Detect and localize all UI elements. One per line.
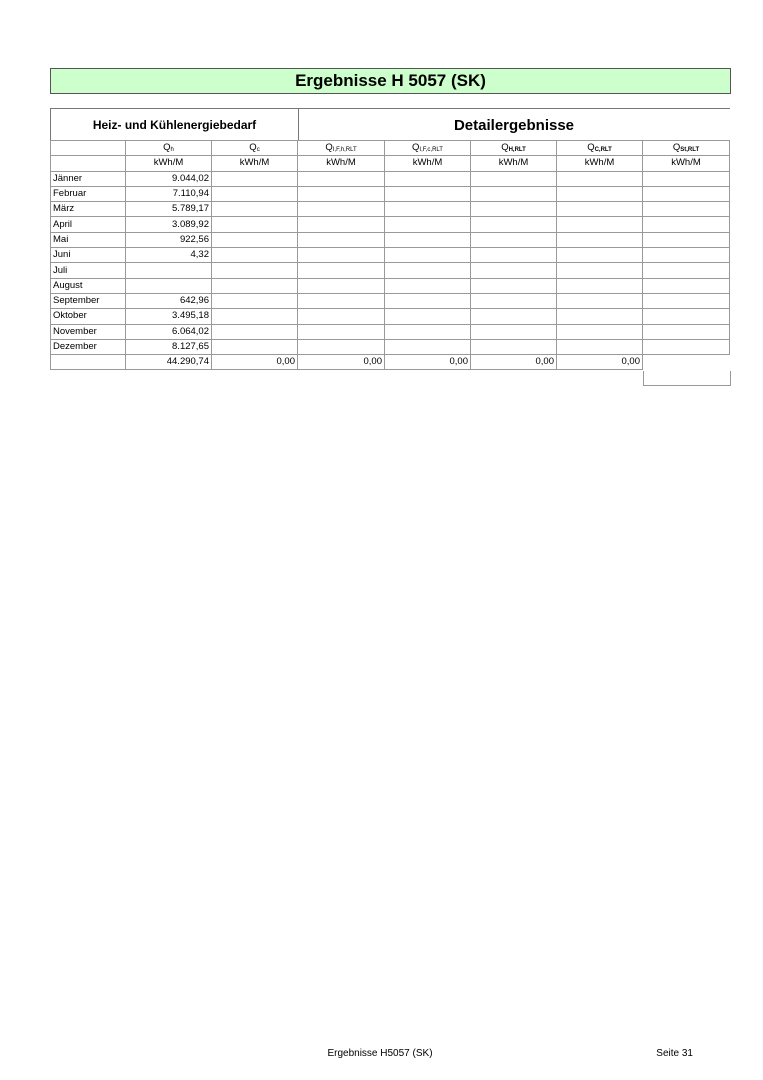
- month-label: Oktober: [51, 309, 126, 324]
- value-cell: [471, 171, 557, 186]
- unit-cell: kWh/M: [385, 156, 471, 171]
- value-cell: [385, 248, 471, 263]
- section-detail-results: Detailergebnisse: [453, 116, 575, 134]
- value-cell: [557, 248, 643, 263]
- table-row: [51, 186, 730, 201]
- empty-extra-cell: [643, 371, 731, 386]
- value-cell: 922,56: [126, 232, 212, 247]
- value-cell: [557, 202, 643, 217]
- page-title: Ergebnisse H 5057 (SK): [50, 68, 731, 94]
- value-cell: [385, 232, 471, 247]
- unit-cell: kWh/M: [557, 156, 643, 171]
- table-row: [51, 217, 730, 232]
- value-cell: [126, 263, 212, 278]
- value-cell: [471, 232, 557, 247]
- value-cell: 3.089,92: [126, 217, 212, 232]
- column-header: $Q_{I,F,h,RLT}$: [298, 141, 385, 156]
- value-cell: [643, 202, 730, 217]
- value-cell: [298, 186, 385, 201]
- column-header: $Q_c$: [212, 141, 298, 156]
- column-header: $Q_{I,F,c,RLT}$: [385, 141, 471, 156]
- table-row: [51, 171, 730, 186]
- value-cell: [212, 217, 298, 232]
- value-cell: [385, 324, 471, 339]
- value-cell: [471, 186, 557, 201]
- total-cell: 0,00: [385, 355, 471, 370]
- value-cell: [471, 278, 557, 293]
- table-row: [51, 324, 730, 339]
- value-cell: [643, 217, 730, 232]
- value-cell: [471, 293, 557, 308]
- totals-blank-cell: [51, 355, 126, 370]
- month-label: April: [51, 217, 126, 232]
- total-cell: 0,00: [471, 355, 557, 370]
- total-cell: 0,00: [212, 355, 298, 370]
- month-label: Juni: [51, 248, 126, 263]
- month-label: August: [51, 278, 126, 293]
- footer-document-name: Ergebnisse H5057 (SK): [327, 1048, 433, 1059]
- value-cell: [212, 202, 298, 217]
- value-cell: [212, 186, 298, 201]
- value-cell: [643, 186, 730, 201]
- value-cell: [298, 293, 385, 308]
- value-cell: [557, 232, 643, 247]
- unit-cell: kWh/M: [298, 156, 385, 171]
- value-cell: [212, 278, 298, 293]
- value-cell: [212, 339, 298, 354]
- value-cell: [471, 324, 557, 339]
- value-cell: [471, 339, 557, 354]
- value-cell: [298, 171, 385, 186]
- value-cell: [298, 278, 385, 293]
- month-label: Jänner: [51, 171, 126, 186]
- value-cell: [643, 309, 730, 324]
- totals-row: [51, 355, 730, 370]
- value-cell: [126, 278, 212, 293]
- unit-cell: kWh/M: [471, 156, 557, 171]
- footer-page-number: Seite 31: [656, 1048, 693, 1059]
- value-cell: [643, 232, 730, 247]
- value-cell: [557, 186, 643, 201]
- value-cell: 3.495,18: [126, 309, 212, 324]
- table-row: [51, 293, 730, 308]
- value-cell: [471, 263, 557, 278]
- value-cell: [385, 217, 471, 232]
- unit-blank-cell: [51, 156, 126, 171]
- unit-cell: kWh/M: [212, 156, 298, 171]
- table-row: [51, 232, 730, 247]
- value-cell: [298, 202, 385, 217]
- value-cell: [298, 232, 385, 247]
- month-label: März: [51, 202, 126, 217]
- value-cell: [385, 278, 471, 293]
- value-cell: 4,32: [126, 248, 212, 263]
- table-row: [51, 248, 730, 263]
- table-row: [51, 202, 730, 217]
- column-header: $Q_{St,RLT}$: [643, 141, 730, 156]
- value-cell: [212, 309, 298, 324]
- value-cell: [212, 324, 298, 339]
- value-cell: [385, 293, 471, 308]
- month-label: November: [51, 324, 126, 339]
- value-cell: [298, 248, 385, 263]
- value-cell: [643, 339, 730, 354]
- value-cell: [557, 324, 643, 339]
- value-cell: [643, 248, 730, 263]
- results-table: [50, 140, 730, 370]
- value-cell: [298, 339, 385, 354]
- value-cell: [385, 171, 471, 186]
- column-header: $Q_{H,RLT}$: [471, 141, 557, 156]
- total-cell: [643, 355, 730, 370]
- value-cell: 8.127,65: [126, 339, 212, 354]
- value-cell: [385, 263, 471, 278]
- value-cell: 642,96: [126, 293, 212, 308]
- header-blank-cell: [51, 141, 126, 156]
- table-row: [51, 278, 730, 293]
- value-cell: [385, 202, 471, 217]
- section-header: [50, 108, 730, 141]
- value-cell: [212, 293, 298, 308]
- value-cell: [212, 263, 298, 278]
- value-cell: [471, 202, 557, 217]
- value-cell: [298, 217, 385, 232]
- value-cell: [298, 324, 385, 339]
- value-cell: [643, 171, 730, 186]
- value-cell: 9.044,02: [126, 171, 212, 186]
- table-row: [51, 263, 730, 278]
- value-cell: 5.789,17: [126, 202, 212, 217]
- unit-row: [51, 156, 730, 171]
- value-cell: [212, 171, 298, 186]
- table-row: [51, 309, 730, 324]
- value-cell: [643, 278, 730, 293]
- total-cell: 0,00: [557, 355, 643, 370]
- month-label: Mai: [51, 232, 126, 247]
- value-cell: [212, 248, 298, 263]
- value-cell: [212, 232, 298, 247]
- value-cell: [643, 293, 730, 308]
- value-cell: [471, 248, 557, 263]
- column-header-row: [51, 141, 730, 156]
- total-cell: 44.290,74: [126, 355, 212, 370]
- section-heating-cooling-demand: Heiz- und Kühlenergiebedarf: [50, 109, 299, 141]
- unit-cell: kWh/M: [126, 156, 212, 171]
- value-cell: [557, 339, 643, 354]
- value-cell: [643, 324, 730, 339]
- value-cell: [557, 309, 643, 324]
- value-cell: [471, 217, 557, 232]
- column-header: $Q_h$: [126, 141, 212, 156]
- month-label: Februar: [51, 186, 126, 201]
- table-row: [51, 339, 730, 354]
- column-header: $Q_{C,RLT}$: [557, 141, 643, 156]
- value-cell: [385, 339, 471, 354]
- value-cell: [557, 171, 643, 186]
- total-cell: 0,00: [298, 355, 385, 370]
- value-cell: 7.110,94: [126, 186, 212, 201]
- value-cell: [298, 263, 385, 278]
- value-cell: [557, 278, 643, 293]
- value-cell: [298, 309, 385, 324]
- month-label: September: [51, 293, 126, 308]
- value-cell: [557, 217, 643, 232]
- value-cell: [557, 293, 643, 308]
- value-cell: [471, 309, 557, 324]
- month-label: Juli: [51, 263, 126, 278]
- month-label: Dezember: [51, 339, 126, 354]
- value-cell: [385, 186, 471, 201]
- unit-cell: kWh/M: [643, 156, 730, 171]
- value-cell: [643, 263, 730, 278]
- value-cell: 6.064,02: [126, 324, 212, 339]
- value-cell: [557, 263, 643, 278]
- value-cell: [385, 309, 471, 324]
